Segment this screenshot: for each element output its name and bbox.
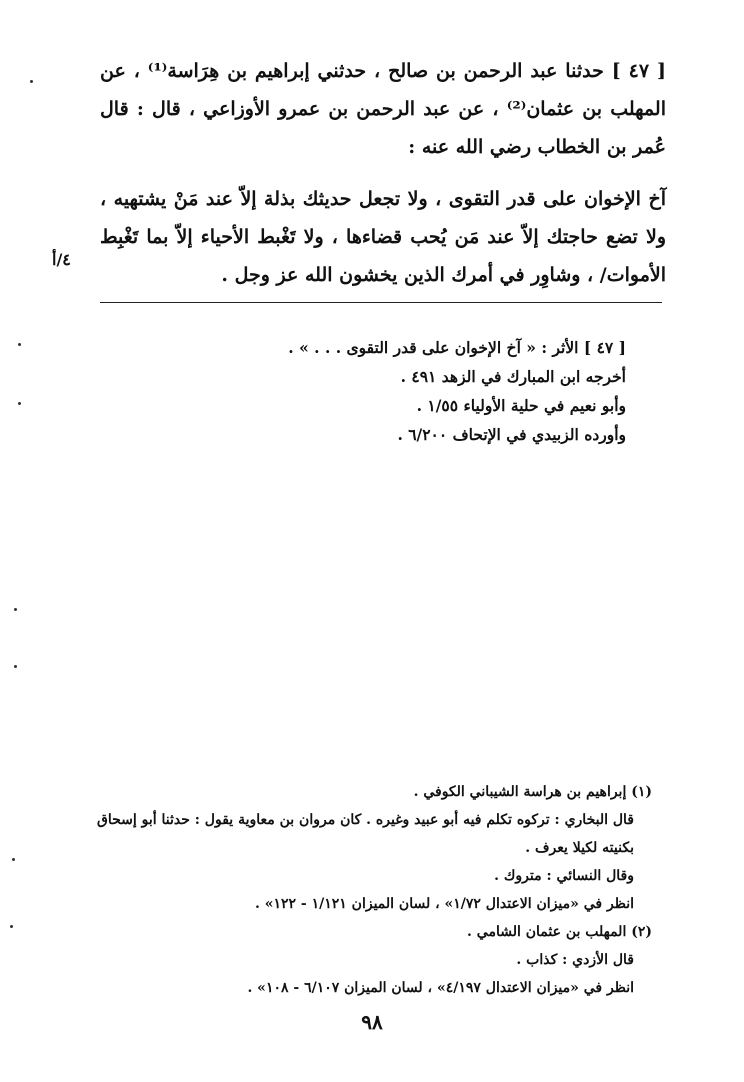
- separator-rule: [100, 302, 662, 303]
- takhrij-heading: [ ٤٧ ] الأثر : « آخ الإخوان على قدر التقوى . . . » .: [288, 338, 626, 357]
- footnote-2-title: (٢) المهلب بن عثمان الشامي .: [467, 924, 652, 940]
- footnote-1-title: (١) إبراهيم بن هراسة الشيباني الكوفي .: [413, 784, 652, 800]
- footnote-2-line: قال الأزدي : كذاب .: [516, 952, 634, 968]
- footnotes: [90, 778, 652, 1002]
- takhrij-line: أخرجه ابن المبارك في الزهد ٤٩١ .: [400, 367, 626, 386]
- main-text: [100, 52, 666, 294]
- footnote-1-reference: انظر في «ميزان الاعتدال ١/٧٢» ، لسان الميزان ١/١٢١ - ١٢٢» .: [254, 896, 634, 912]
- scan-speck: [18, 343, 21, 346]
- page-number: ٩٨: [361, 1010, 383, 1034]
- scan-speck: [30, 80, 33, 83]
- footnote-2-reference: انظر في «ميزان الاعتدال ٤/١٩٧» ، لسان الميزان ٦/١٠٧ - ١٠٨» .: [247, 980, 634, 996]
- scan-speck: [14, 608, 17, 611]
- footnote-1-line: قال البخاري : تركوه تكلم فيه أبو عبيد وغيره . كان مروان بن معاوية يقول : حدثنا أبو إسحاق بكنيته لكيلا يعرف .: [96, 812, 634, 856]
- scan-speck: [14, 665, 17, 668]
- scan-speck: [12, 858, 15, 861]
- takhrij-section: [206, 333, 626, 449]
- manuscript-folio-note: ٤/أ: [52, 250, 71, 269]
- footnote-1-line: وقال النسائي : متروك .: [494, 868, 634, 884]
- hadith-matn-paragraph: آخ الإخوان على قدر التقوى ، ولا تجعل حديثك بذلة إلاّ عند مَنْ يشتهيه ، ولا تضع حاجتك إلاّ عند مَن يُحب قضاءها ، ولا تَغْبط الأحياء إلاّ بما تَغْبِط الأموات/ ، وشاوِر في أمرك الذين يخشون الله عز وجل .: [100, 188, 666, 286]
- scan-speck: [18, 402, 21, 405]
- takhrij-line: وأورده الزبيدي في الإتحاف ٦/٢٠٠ .: [397, 425, 626, 444]
- hadith-isnad-paragraph: [ ٤٧ ] حدثنا عبد الرحمن بن صالح ، حدثني إبراهيم بن هِرَاسة⁽¹⁾ ، عن المهلب بن عثمان⁽²⁾ ، عن عبد الرحمن بن عمرو الأوزاعي ، قال : قال عُمر بن الخطاب رضي الله عنه :: [100, 60, 667, 158]
- scan-speck: [10, 925, 13, 928]
- takhrij-line: وأبو نعيم في حلية الأولياء ١/٥٥ .: [416, 396, 626, 415]
